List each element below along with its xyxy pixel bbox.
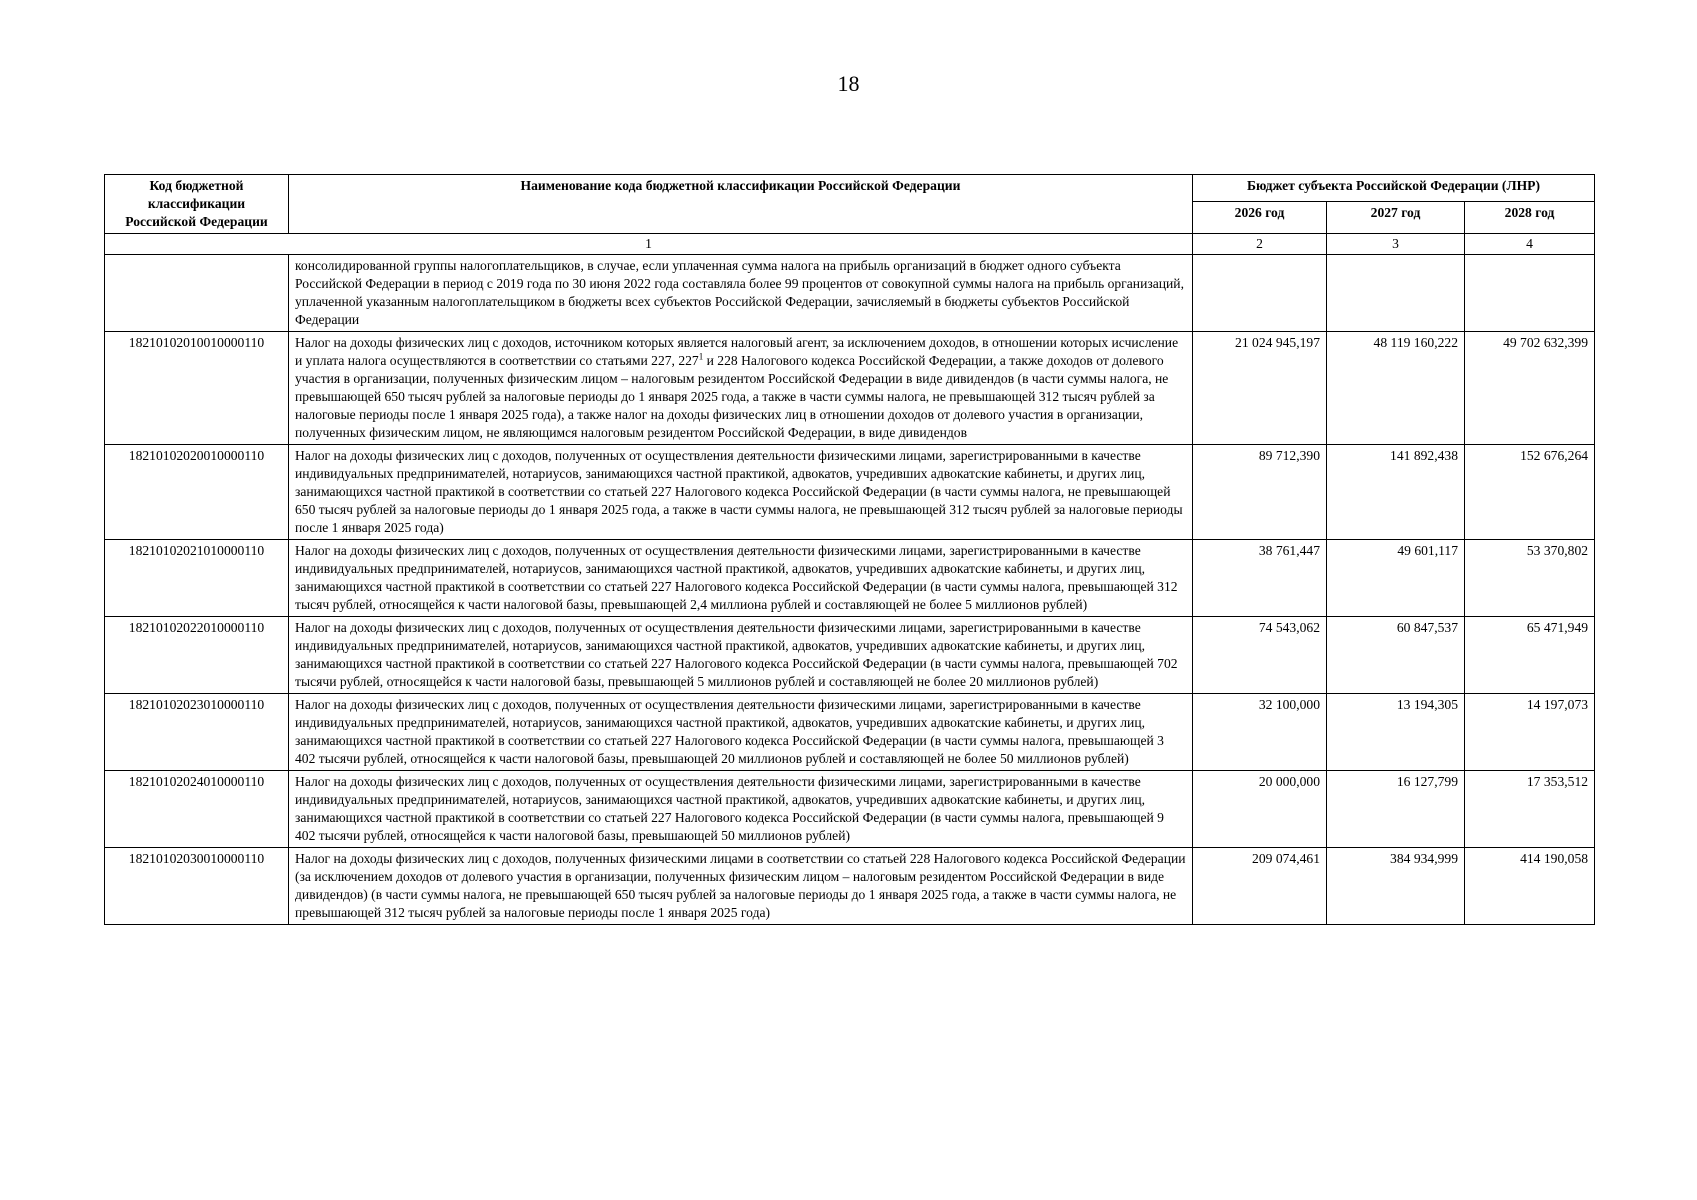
row-amount-2027: 49 601,117: [1327, 540, 1465, 617]
table-row: [105, 694, 1595, 771]
table-row: [105, 332, 1595, 445]
row-amount-2026: 89 712,390: [1193, 445, 1327, 540]
page-number: 18: [837, 71, 860, 96]
row-code: 18210102020010000110: [105, 445, 289, 540]
row-code: 18210102023010000110: [105, 694, 289, 771]
row-code: 18210102022010000110: [105, 617, 289, 694]
row-name: Налог на доходы физических лиц с доходов, полученных от осуществления деятельности физическими лицами, зарегистрированными в качестве индивидуальных предпринимателей, нотариусов, занимающихся частной практикой, адвокатов, учредивших адвокатские кабинеты, и других лиц, занимающихся частной практикой в соответствии со статьей 227 Налогового кодекса Российской Федерации (в части суммы налога, превышающей 3 402 тысячи рублей, относящейся к части налоговой базы, превышающей 20 миллионов рублей и составляющей не более 50 миллионов рублей): [289, 694, 1193, 771]
column-number: 2: [1193, 234, 1327, 255]
row-amount-2027: 48 119 160,222: [1327, 332, 1465, 445]
table-header: [105, 175, 1595, 234]
row-amount-2028: [1465, 255, 1595, 332]
row-name: Налог на доходы физических лиц с доходов, полученных от осуществления деятельности физическими лицами, зарегистрированными в качестве индивидуальных предпринимателей, нотариусов, занимающихся частной практикой, адвокатов, учредивших адвокатские кабинеты, и других лиц, занимающихся частной практикой в соответствии со статьей 227 Налогового кодекса Российской Федерации (в части суммы налога, превышающей 702 тысячи рублей, относящейся к части налоговой базы, превышающей 5 миллионов рублей и составляющей не более 20 миллионов рублей): [289, 617, 1193, 694]
row-code: 18210102030010000110: [105, 848, 289, 925]
row-code: 18210102010010000110: [105, 332, 289, 445]
row-name: [289, 332, 1193, 445]
row-amount-2026: 21 024 945,197: [1193, 332, 1327, 445]
header-year-2028: 2028 год: [1465, 202, 1595, 234]
table-row: [105, 255, 1595, 332]
row-name: Налог на доходы физических лиц с доходов, полученных физическими лицами в соответствии со статьей 228 Налогового кодекса Российской Федерации (за исключением доходов от долевого участия в организации, полученных физическим лицом – налоговым резидентом Российской Федерации в виде дивидендов) (в части суммы налога, не превышающей 650 тысяч рублей за налоговые периоды до 1 января 2025 года, а также в части суммы налога, не превышающей 312 тысяч рублей за налоговые периоды после 1 января 2025 года): [289, 848, 1193, 925]
row-name: Налог на доходы физических лиц с доходов, полученных от осуществления деятельности физическими лицами, зарегистрированными в качестве индивидуальных предпринимателей, нотариусов, занимающихся частной практикой, адвокатов, учредивших адвокатские кабинеты, и других лиц, занимающихся частной практикой в соответствии со статьей 227 Налогового кодекса Российской Федерации (в части суммы налога, превышающей 312 тысяч рублей, относящейся к части налоговой базы, превышающей 2,4 миллиона рублей и составляющей не более 5 миллионов рублей): [289, 540, 1193, 617]
row-name: Налог на доходы физических лиц с доходов, полученных от осуществления деятельности физическими лицами, зарегистрированными в качестве индивидуальных предпринимателей, нотариусов, занимающихся частной практикой, адвокатов, учредивших адвокатские кабинеты, и других лиц, занимающихся частной практикой в соответствии со статьей 227 Налогового кодекса Российской Федерации (в части суммы налога, не превышающей 650 тысяч рублей за налоговые периоды до 1 января 2025 года, а также в части суммы налога, не превышающей 312 тысяч рублей за налоговые периоды после 1 января 2025 года): [289, 445, 1193, 540]
table-row: [105, 771, 1595, 848]
row-amount-2026: 74 543,062: [1193, 617, 1327, 694]
table-row: [105, 445, 1595, 540]
budget-table: [104, 174, 1595, 925]
column-number: 1: [105, 234, 1193, 255]
header-year-2026: 2026 год: [1193, 202, 1327, 234]
header-name: Наименование кода бюджетной классификации Российской Федерации: [289, 175, 1193, 234]
row-amount-2027: 384 934,999: [1327, 848, 1465, 925]
row-amount-2026: 209 074,461: [1193, 848, 1327, 925]
row-code: 18210102024010000110: [105, 771, 289, 848]
header-code: Код бюджетной классификации Российской Федерации: [105, 175, 289, 234]
row-code: [105, 255, 289, 332]
row-amount-2028: 14 197,073: [1465, 694, 1595, 771]
row-amount-2026: 38 761,447: [1193, 540, 1327, 617]
header-year-2027: 2027 год: [1327, 202, 1465, 234]
row-amount-2027: [1327, 255, 1465, 332]
table-row: [105, 617, 1595, 694]
row-amount-2026: 20 000,000: [1193, 771, 1327, 848]
row-amount-2026: [1193, 255, 1327, 332]
row-name-part: и 228 Налогового кодекса Российской Федерации, а также доходов от долевого участия в организации, полученных физическим лицом – налоговым резидентом Российской Федерации в виде дивидендов (в части суммы налога, не превышающей 650 тысяч рублей за налоговые периоды до 1 января 2025 года, а также в части суммы налога, не превышающей 312 тысяч рублей за налоговые периоды после 1 января 2025 года), а также налог на доходы физических лиц в отношении доходов от долевого участия в организации, полученных физическим лицом, не являющимся налоговым резидентом Российской Федерации, в виде дивидендов: [295, 353, 1169, 440]
row-amount-2028: 152 676,264: [1465, 445, 1595, 540]
row-amount-2026: 32 100,000: [1193, 694, 1327, 771]
row-amount-2027: 60 847,537: [1327, 617, 1465, 694]
row-name: консолидированной группы налогоплательщиков, в случае, если уплаченная сумма налога на прибыль организаций в бюджет одного субъекта Российской Федерации в период с 2019 года по 30 июня 2022 года составляла более 99 процентов от совокупной суммы налога на прибыль организаций, уплаченной указанным налогоплательщиком в бюджеты всех субъектов Российской Федерации, зачисляемый в бюджеты субъектов Российской Федерации: [289, 255, 1193, 332]
row-amount-2027: 13 194,305: [1327, 694, 1465, 771]
header-budget: Бюджет субъекта Российской Федерации (ЛНР): [1193, 175, 1595, 202]
row-amount-2027: 141 892,438: [1327, 445, 1465, 540]
column-numbers-row: [105, 234, 1595, 255]
column-number: 3: [1327, 234, 1465, 255]
table-row: [105, 848, 1595, 925]
row-amount-2028: 414 190,058: [1465, 848, 1595, 925]
table-row: [105, 540, 1595, 617]
row-code: 18210102021010000110: [105, 540, 289, 617]
row-amount-2028: 49 702 632,399: [1465, 332, 1595, 445]
footnote-superscript: 1: [698, 351, 704, 362]
row-amount-2028: 17 353,512: [1465, 771, 1595, 848]
row-amount-2027: 16 127,799: [1327, 771, 1465, 848]
row-name-part: Налог на доходы физических лиц с доходов, источником которых является налоговый агент, за исключением доходов, в отношении которых исчисление и уплата налога осуществляются в соответствии со статьями 227, 227: [295, 335, 1179, 368]
row-amount-2028: 53 370,802: [1465, 540, 1595, 617]
row-amount-2028: 65 471,949: [1465, 617, 1595, 694]
row-name: Налог на доходы физических лиц с доходов, полученных от осуществления деятельности физическими лицами, зарегистрированными в качестве индивидуальных предпринимателей, нотариусов, занимающихся частной практикой, адвокатов, учредивших адвокатские кабинеты, и других лиц, занимающихся частной практикой в соответствии со статьей 227 Налогового кодекса Российской Федерации (в части суммы налога, превышающей 9 402 тысячи рублей, относящейся к части налоговой базы, превышающей 50 миллионов рублей): [289, 771, 1193, 848]
column-number: 4: [1465, 234, 1595, 255]
